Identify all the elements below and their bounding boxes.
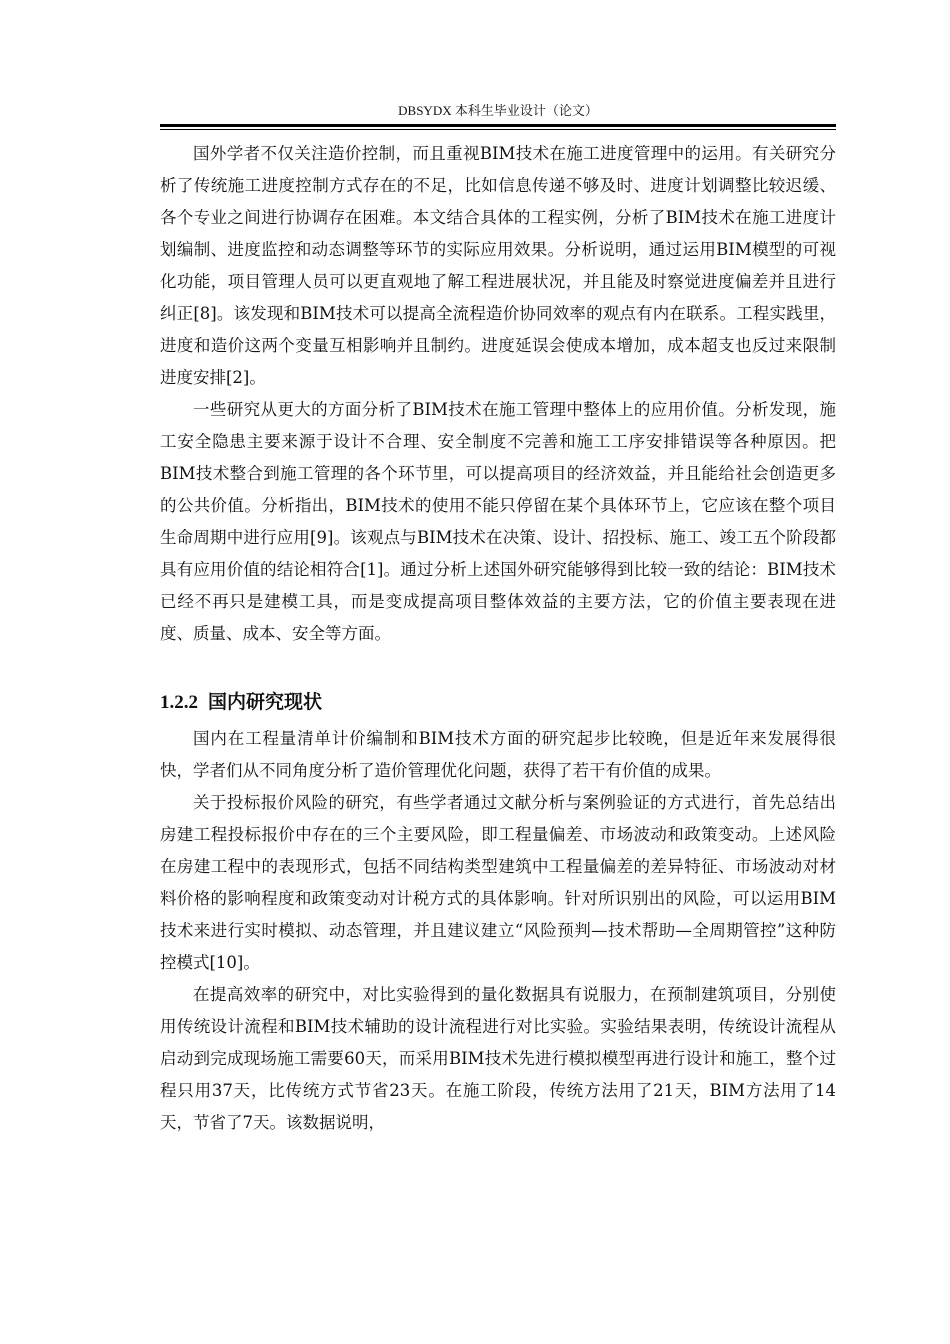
page-header: DBSYDX 本科生毕业设计（论文）: [398, 103, 598, 118]
body-paragraph: 关于投标报价风险的研究，有些学者通过文献分析与案例验证的方式进行，首先总结出房建工程投标报价中存在的三个主要风险，即工程量偏差、市场波动和政策变动。上述风险在房建工程中的表现形式，包括不同结构类型建筑中工程量偏差的差异特征、市场波动对材料价格的影响程度和政策变动对计税方式的具体影响。针对所识别出的风险，可以运用BIM技术来进行实时模拟、动态管理，并且建议建立“风险预判—技术帮助—全周期管控”这种防控模式[10]。: [160, 793, 836, 972]
header-rule-thin: [160, 129, 836, 130]
section-title: 国内研究现状: [208, 691, 323, 713]
section-heading: [160, 682, 836, 723]
body-paragraph: 在提高效率的研究中，对比实验得到的量化数据具有说服力，在预制建筑项目，分别使用传统设计流程和BIM技术辅助的设计流程进行对比实验。实验结果表明，传统设计流程从启动到完成现场施工需要60天，而采用BIM技术先进行模拟模型再进行设计和施工，整个过程只用37天，比传统方式节省23天。在施工阶段，传统方法用了21天，BIM方法用了14天，节省了7天。该数据说明，: [160, 985, 836, 1132]
header-rule: [160, 124, 836, 127]
body-paragraph: 国内在工程量清单计价编制和BIM技术方面的研究起步比较晚，但是近年来发展得很快，学者们从不同角度分析了造价管理优化问题，获得了若干有价值的成果。: [160, 729, 836, 780]
body-paragraph: 国外学者不仅关注造价控制，而且重视BIM技术在施工进度管理中的运用。有关研究分析了传统施工进度控制方式存在的不足，比如信息传递不够及时、进度计划调整比较迟缓、各个专业之间进行协调存在困难。本文结合具体的工程实例，分析了BIM技术在施工进度计划编制、进度监控和动态调整等环节的实际应用效果。分析说明，通过运用BIM模型的可视化功能，项目管理人员可以更直观地了解工程进展状况，并且能及时察觉进度偏差并且进行纠正[8]。该发现和BIM技术可以提高全流程造价协同效率的观点有内在联系。工程实践里，进度和造价这两个变量互相影响并且制约。进度延误会使成本增加，成本超支也反过来限制进度安排[2]。: [160, 144, 836, 387]
document-body: [160, 138, 836, 1139]
body-paragraph: 一些研究从更大的方面分析了BIM技术在施工管理中整体上的应用价值。分析发现，施工安全隐患主要来源于设计不合理、安全制度不完善和施工工序安排错误等各种原因。把BIM技术整合到施工管理的各个环节里，可以提高项目的经济效益，并且能给社会创造更多的公共价值。分析指出，BIM技术的使用不能只停留在某个具体环节上，它应该在整个项目生命周期中进行应用[9]。该观点与BIM技术在决策、设计、招投标、施工、竣工五个阶段都具有应用价值的结论相符合[1]。通过分析上述国外研究能够得到比较一致的结论：BIM技术已经不再只是建模工具，而是变成提高项目整体效益的主要方法，它的价值主要表现在进度、质量、成本、安全等方面。: [160, 400, 836, 643]
section-number: 1.2.2: [160, 692, 198, 713]
